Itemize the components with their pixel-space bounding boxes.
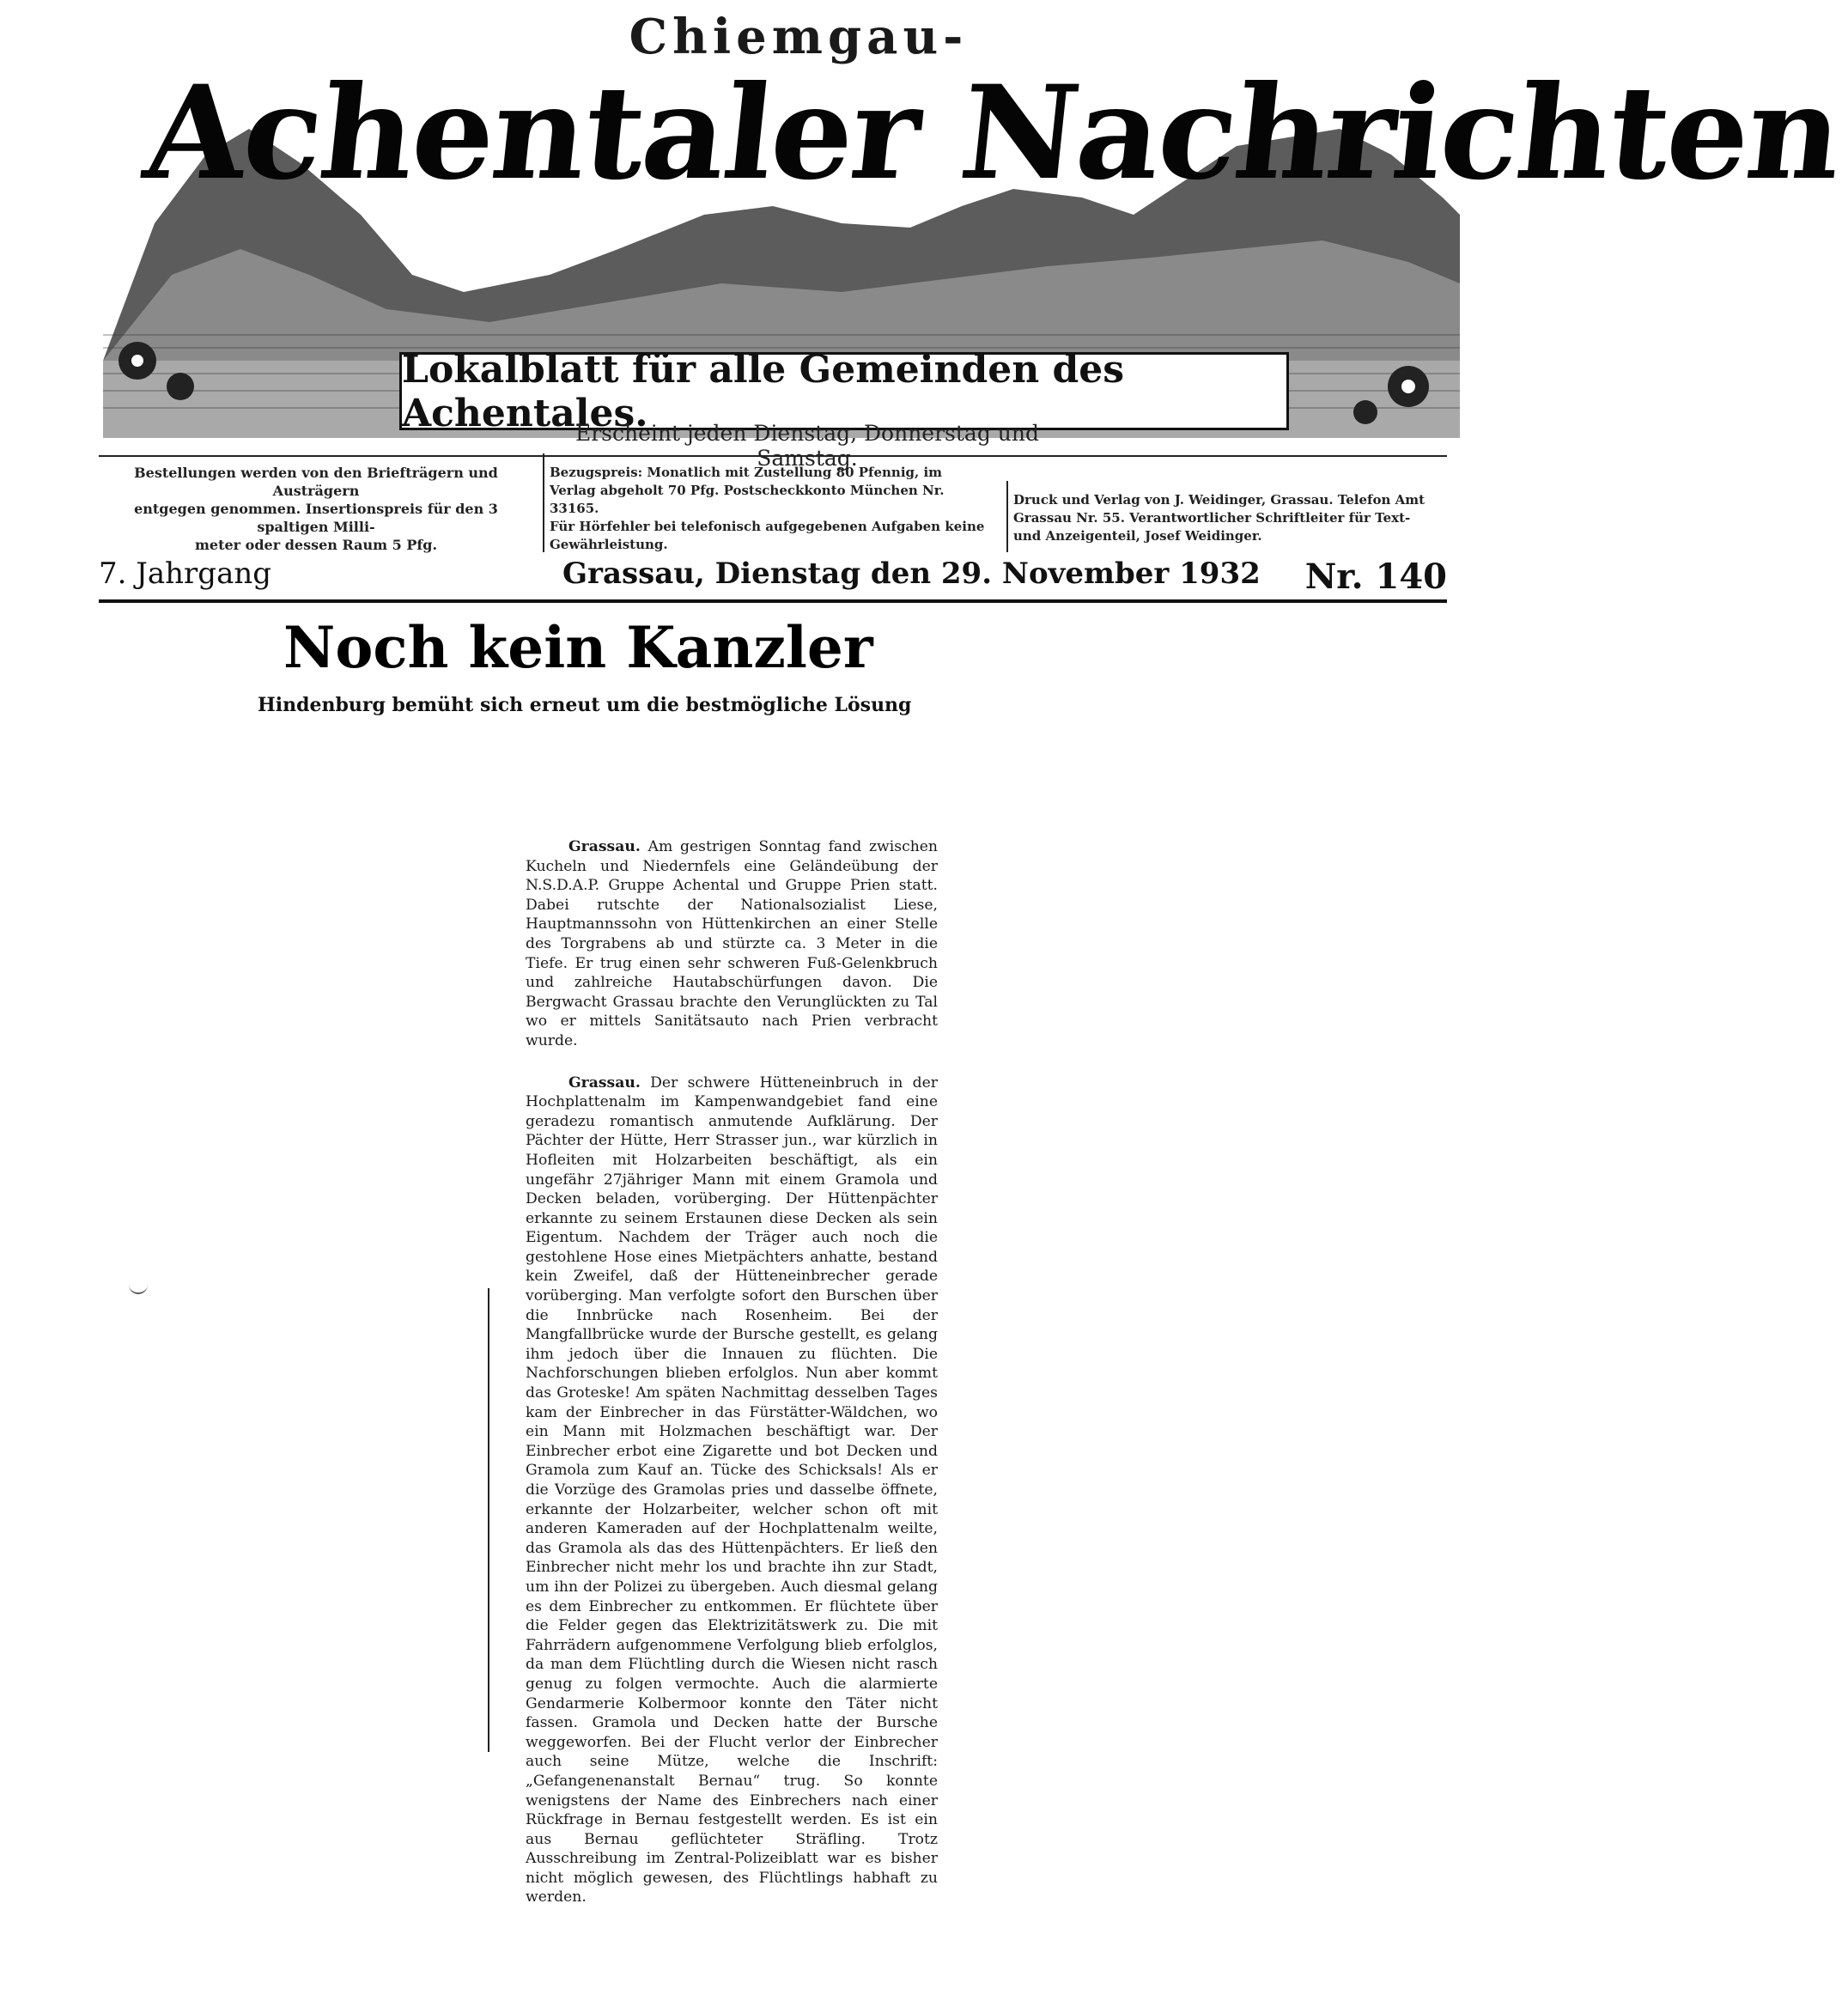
publisher-line: Druck und Verlag von J. Weidinger, Grassau. Telefon Amt: [1013, 492, 1426, 508]
masthead-subtitle: Lokalblatt für alle Gemeinden des Achentales.: [399, 352, 1289, 430]
masthead-pre-title: Chiemgau-: [629, 9, 969, 65]
rule-top: [99, 455, 1447, 457]
subheadline: Hindenburg bemüht sich erneut um die bestmögliche Lösung: [258, 694, 912, 716]
headline: Noch kein Kanzler: [283, 614, 873, 681]
column-rule: [488, 1288, 489, 1752]
price-line: Für Hörfehler bei telefonisch aufgegebenen Aufgaben keine Gewährleistung.: [550, 519, 985, 552]
masthead-title: Achentaler Nachrichten: [137, 58, 1848, 209]
rule-under-dateline: [99, 599, 1447, 603]
price-line: Bezugspreis: Monatlich mit Zustellung 80 Pfennig, im: [550, 465, 943, 480]
news-item: [526, 1073, 938, 1908]
orders-line: meter oder dessen Raum 5 Pfg.: [194, 537, 438, 553]
subscription-info: [550, 464, 996, 554]
publication-schedule: Erscheint jeden Dienstag, Donnerstag und Samstag.: [574, 421, 1039, 471]
orders-info: [101, 464, 531, 554]
info-divider: [543, 453, 544, 552]
news-item-place: Grassau.: [568, 1073, 641, 1092]
publisher-info: [1013, 491, 1451, 545]
news-column: [526, 837, 938, 1930]
news-item-text: Am gestrigen Sonntag fand zwischen Kucheln und Niedernfels eine Geländeübung der N.S.D.A.P. Gruppe Achental und Gruppe Prien statt. Dabei rutschte der Nationalsozialist Liese, Hauptmannssohn von Hüttenkirchen an einer Stelle des Torgrabens ab und stürzte ca. 3 Meter in die Tiefe. Er trug einen sehr schweren Fuß-Gelenkbruch und zahlreiche Hautabschürfungen davon. Die Bergwacht Grassau brachte den Verunglückten zu Tal wo er mittels Sanitätsauto nach Prien verbracht wurde.: [526, 838, 938, 1049]
issue-number: Nr. 140: [1304, 556, 1447, 597]
info-divider: [1006, 481, 1008, 552]
orders-line: Bestellungen werden von den Briefträgern und Austrägern: [134, 465, 498, 499]
paper-mark: [129, 1284, 148, 1294]
dateline: [99, 551, 1447, 597]
news-item-place: Grassau.: [568, 838, 641, 855]
publisher-line: und Anzeigenteil, Josef Weidinger.: [1013, 528, 1262, 544]
orders-line: entgegen genommen. Insertionspreis für den 3 spaltigen Milli-: [134, 501, 498, 535]
issue-date: Grassau, Dienstag den 29. November 1932: [562, 556, 1261, 591]
news-item-text: Der schwere Hütteneinbruch in der Hochplattenalm im Kampenwandgebiet fand eine geradezu romantisch anmutende Aufklärung. Der Pächter der Hütte, Herr Strasser jun., war kürzlich in Hofleiten mit Holzarbeiten beschäftigt, als ein ungefähr 27jähriger Mann mit einem Gramola und Decken beladen, vorüberging. Der Hüttenpächter erkannte zu seinem Erstaunen diese Decken als sein Eigentum. Nachdem der Träger auch noch die gestohlene Hose eines Mietpächters anhatte, bestand kein Zweifel, daß der Hütteneinbrecher gerade vorüberging. Man verfolgte sofort den Burschen über die Innbrücke nach Rosenheim. Bei der Mangfallbrücke wurde der Bursche gestellt, es gelang ihm jedoch über die Innauen zu flüchten. Die Nachforschungen blieben erfolglos. Nun aber kommt das Groteske! Am späten Nachmittag desselben Tages kam der Einbrecher in das Fürstätter-Wäldchen, wo ein Mann mit Holzmachen beschäftigt war. Der Einbrecher erbot eine Zigarette und bot Decken und Gramola zum Kauf an. Tücke des Schicksals! Als er die Vorzüge des Gramolas pries und dasselbe öffnete, erkannte der Holzarbeiter, welcher schon oft mit anderen Kameraden auf der Hochplattenalm weilte, das Gramola als das des Hüttenpächters. Er ließ den Einbrecher nicht mehr los und brachte ihn zur Stadt, um ihn der Polizei zu übergeben. Auch diesmal gelang es dem Einbrecher zu entkommen. Er flüchtete über die Felder gegen das Elektrizitätswerk zu. Die mit Fahrrädern aufgenommene Verfolgung blieb erfolglos, da man dem Flüchtling durch die Wiesen nicht rasch genug zu folgen vermochte. Auch die alarmierte Gendarmerie Kolbermoor konnte den Täter nicht fassen. Gramola und Decken hatte der Bursche weggeworfen. Bei der Flucht verlor der Einbrecher auch seine Mütze, welche die Inschrift: „Gefangenenanstalt Bernau“ trug. So konnte wenigstens der Name des Einbrechers nach einer Rückfrage in Bernau festgestellt werden. Es ist ein aus Bernau geflüchteter Sträfling. Trotz Ausschreibung im Zentral-Polizeiblatt war es bisher nicht möglich gewesen, des Flüchtlings habhaft zu werden.: [526, 1073, 938, 1907]
volume: 7. Jahrgang: [99, 556, 271, 591]
publisher-line: Grassau Nr. 55. Verantwortlicher Schriftleiter für Text-: [1013, 510, 1411, 526]
price-line: Verlag abgeholt 70 Pfg. Postscheckkonto München Nr. 33165.: [550, 483, 945, 516]
news-item: [526, 837, 938, 1051]
masthead: [0, 0, 1848, 471]
